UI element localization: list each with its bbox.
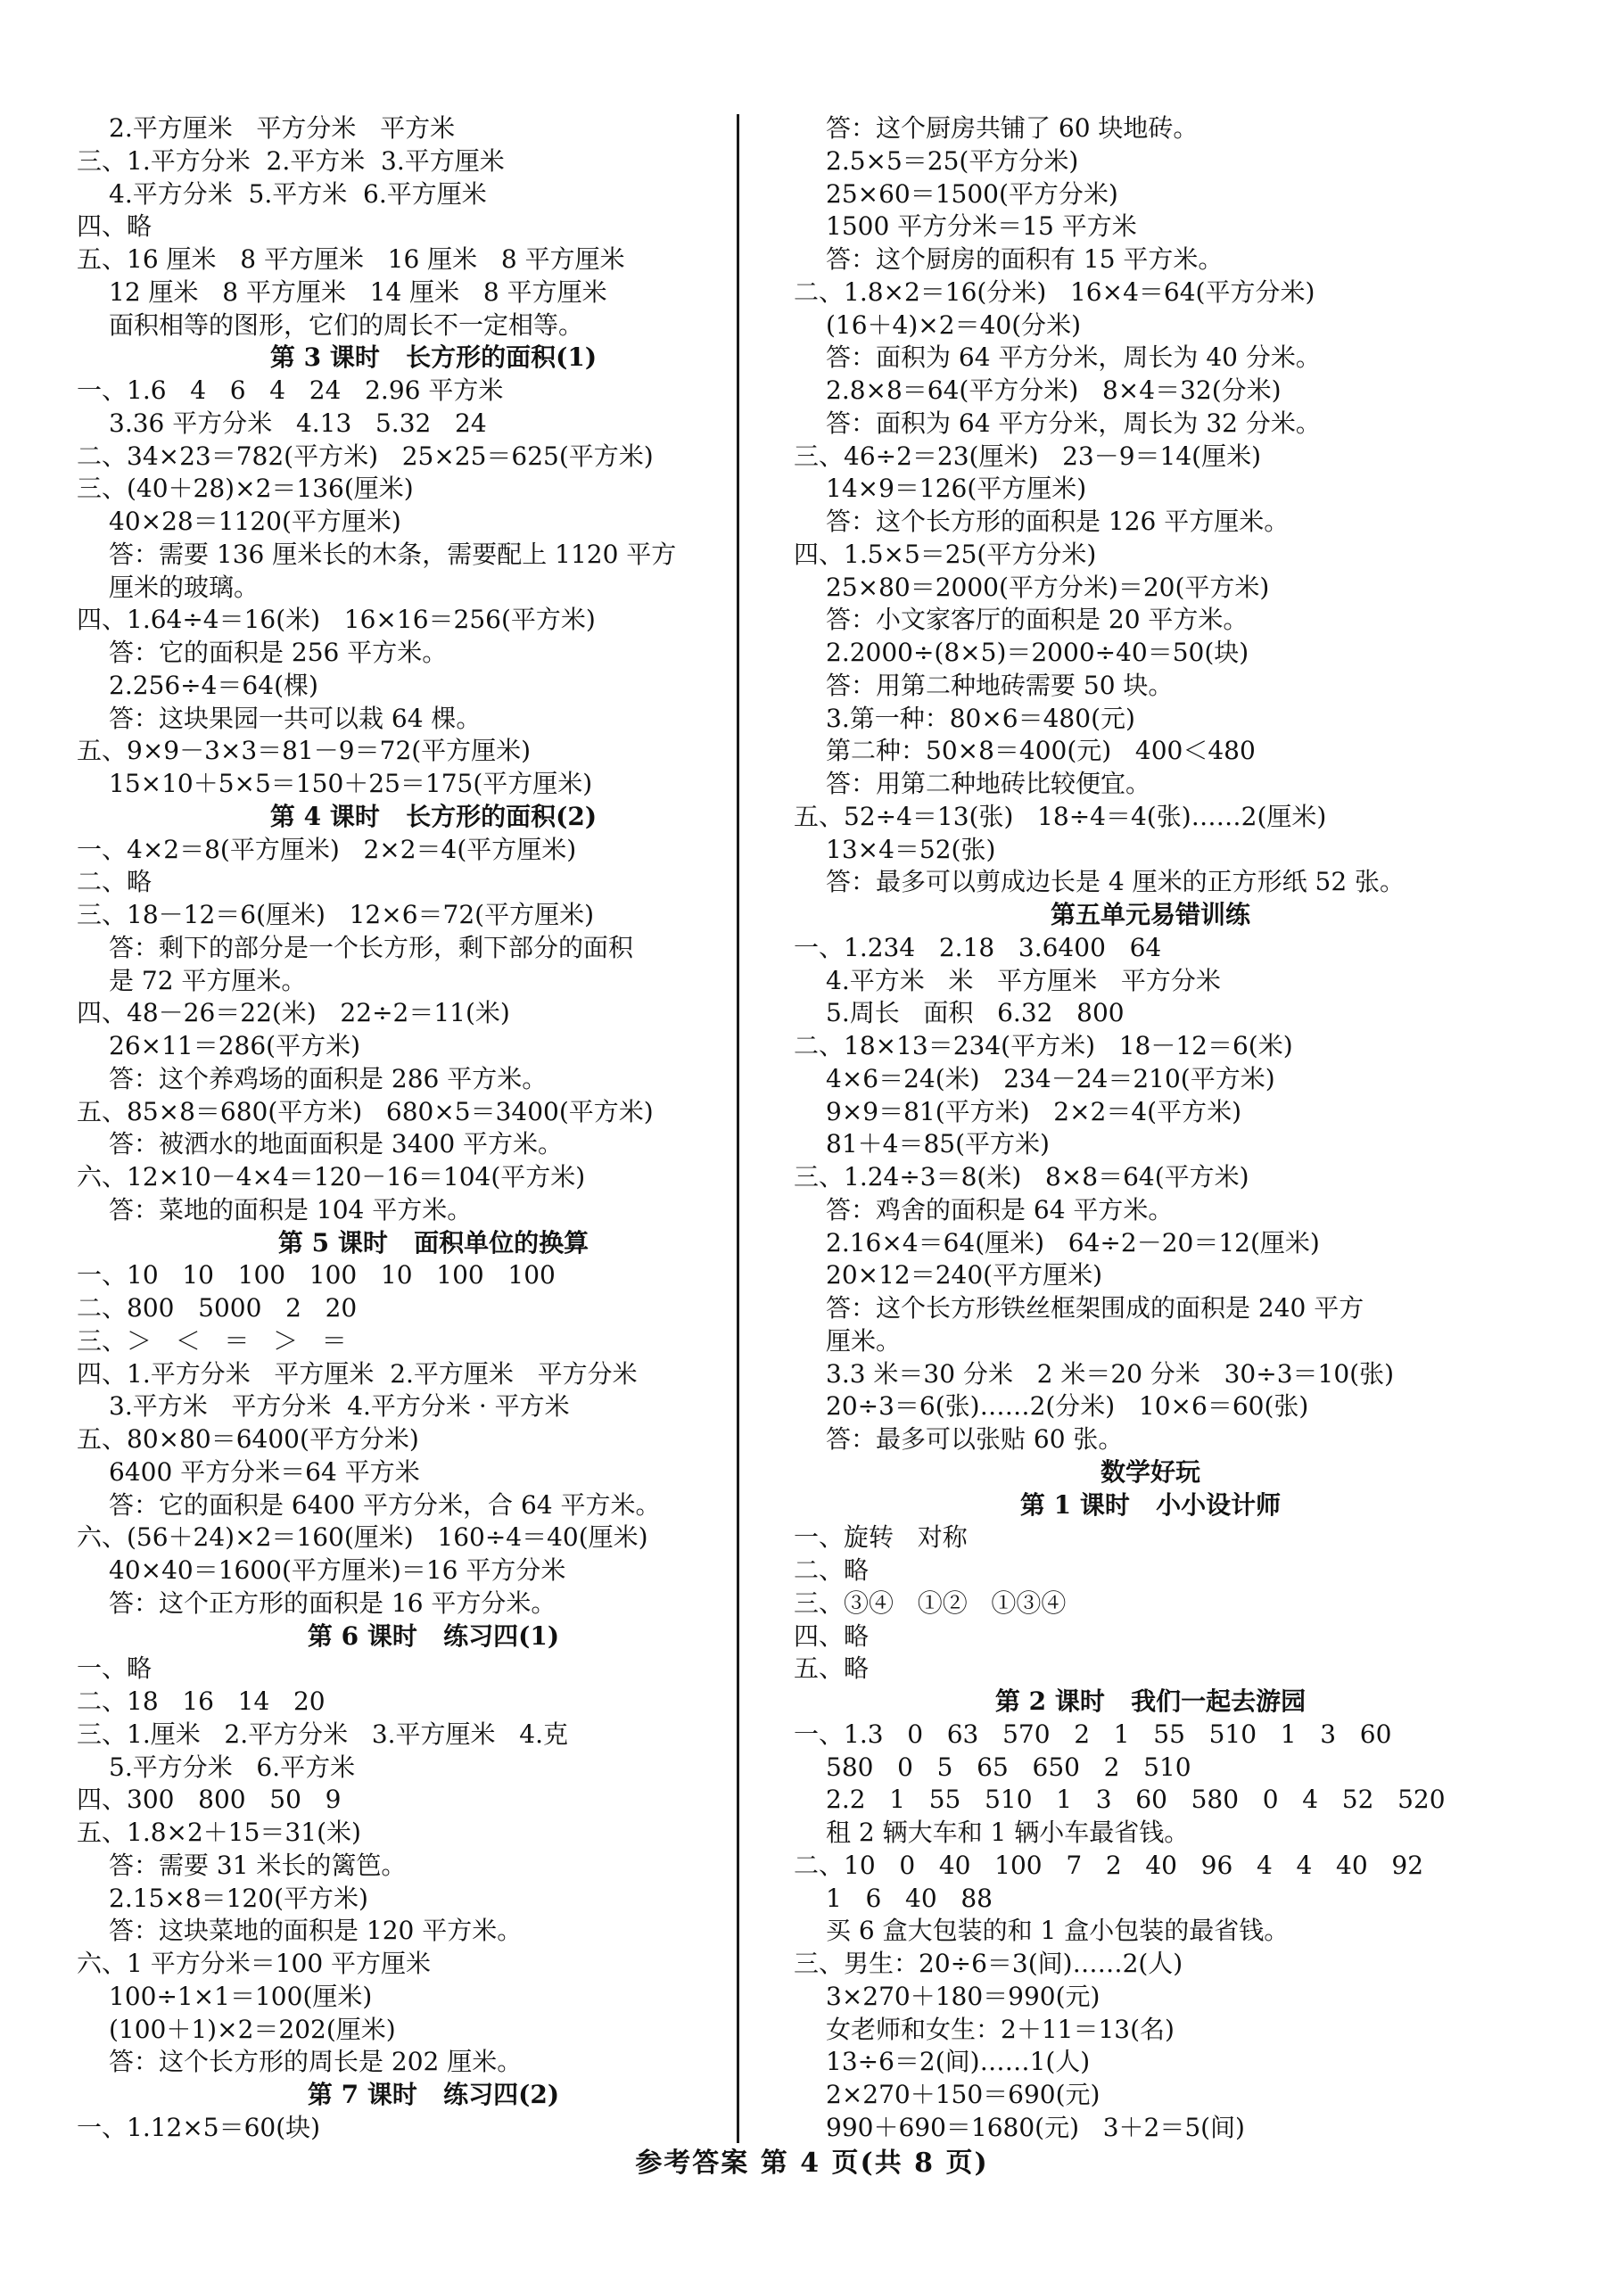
- answer-line: 一、4×2＝8(平方厘米) 2×2＝4(平方厘米): [77, 834, 577, 864]
- answer-line: 四、1.5×5＝25(平方分米): [794, 539, 1097, 569]
- answer-line: 三、1.24÷3＝8(米) 8×8＝64(平方米): [794, 1162, 1249, 1191]
- answer-line: 2.8×8＝64(平方分米) 8×4＝32(分米): [826, 375, 1282, 405]
- answer-line: 答：用第二种地砖比较便宜。: [826, 769, 1151, 798]
- section-heading: 第 6 课时 练习四(1): [307, 1620, 560, 1651]
- answer-line: 三、③④ ①② ①③④: [794, 1587, 1067, 1618]
- section-heading: 第 3 课时 长方形的面积(1): [269, 342, 598, 373]
- answer-line: 答：它的面积是 256 平方米。: [109, 638, 448, 667]
- answer-line: (100＋1)×2＝202(厘米): [109, 2014, 396, 2044]
- answer-line: 3.平方米 平方分米 4.平方分米 · 平方米: [109, 1391, 570, 1422]
- answer-line: 二、略: [77, 867, 153, 897]
- answer-line: 六、(56＋24)×2＝160(厘米) 160÷4＝40(厘米): [77, 1522, 648, 1553]
- answer-line: 990＋690＝1680(元) 3＋2＝5(间): [826, 2112, 1245, 2142]
- answer-line: 13×4＝52(张): [826, 834, 996, 864]
- answer-line: 租 2 辆大车和 1 辆小车最省钱。: [826, 1818, 1190, 1847]
- answer-line: 答：面积为 64 平方分米，周长为 32 分米。: [826, 408, 1321, 438]
- answer-line: 五、80×80＝6400(平方分米): [77, 1424, 419, 1454]
- answer-line: 三、18－12＝6(厘米) 12×6＝72(平方厘米): [77, 900, 595, 929]
- answer-line: 答：它的面积是 6400 平方分米，合 64 平方米。: [109, 1489, 661, 1520]
- answer-line: 答：这个养鸡场的面积是 286 平方米。: [109, 1063, 548, 1093]
- answer-line: 40×28＝1120(平方厘米): [109, 507, 401, 536]
- answer-line: 一、1.12×5＝60(块): [77, 2112, 321, 2142]
- answer-line: 答：这块菜地的面积是 120 平方米。: [109, 1916, 523, 1946]
- answer-line: 答：需要 31 米长的篱笆。: [109, 1850, 407, 1880]
- right-column: [794, 112, 1507, 2145]
- answer-line: 二、34×23＝782(平方米) 25×25＝625(平方米): [77, 441, 654, 471]
- page-footer: 参考答案 第 4 页(共 8 页): [635, 2148, 989, 2179]
- answer-line: 三、1.平方分米 2.平方米 3.平方厘米: [77, 145, 505, 176]
- answer-line: 4×6＝24(米) 234－24＝210(平方米): [826, 1063, 1275, 1093]
- answer-line: 四、300 800 50 9: [77, 1785, 342, 1815]
- answer-line: 一、1.6 4 6 4 24 2.96 平方米: [77, 375, 504, 405]
- section-heading: 第 5 课时 面积单位的换算: [277, 1227, 589, 1257]
- answer-line: 答：小文家客厅的面积是 20 平方米。: [826, 605, 1249, 635]
- answer-line: 二、18 16 14 20: [77, 1686, 326, 1716]
- answer-line: 一、略: [77, 1653, 153, 1684]
- answer-line: 一、10 10 100 100 10 100 100: [77, 1260, 556, 1290]
- section-heading: 第五单元易错训练: [1050, 900, 1250, 929]
- answer-line: 2.平方厘米 平方分米 平方米: [109, 113, 456, 143]
- answer-line: 买 6 盒大包装的和 1 盒小包装的最省钱。: [826, 1916, 1290, 1946]
- answer-line: 六、12×10－4×4＝120－16＝104(平方米): [77, 1162, 586, 1191]
- answer-line: 答：剩下的部分是一个长方形，剩下部分的面积: [109, 932, 634, 962]
- answer-line: 是 72 平方厘米。: [109, 965, 307, 995]
- answer-line: 3×270＋180＝990(元): [826, 1981, 1101, 2011]
- answer-line: 3.36 平方分米 4.13 5.32 24: [109, 408, 487, 438]
- answer-line: 2.2000÷(8×5)＝2000÷40＝50(块): [826, 638, 1249, 667]
- answer-line: 三、1.厘米 2.平方分米 3.平方厘米 4.克: [77, 1719, 568, 1749]
- answer-line: 5.平方分米 6.平方米: [109, 1752, 356, 1782]
- answer-line: 5.周长 面积 6.32 800: [826, 998, 1125, 1028]
- answer-line: 答：这个长方形铁丝框架围成的面积是 240 平方: [826, 1293, 1364, 1323]
- answer-line: 第二种：50×8＝400(元) 400＜480: [826, 736, 1256, 766]
- answer-line: 2.2 1 55 510 1 3 60 580 0 4 52 520: [826, 1785, 1446, 1815]
- answer-line: 面积相等的图形，它们的周长不一定相等。: [109, 309, 584, 340]
- answer-line: 2.5×5＝25(平方分米): [826, 145, 1079, 176]
- answer-line: 答：菜地的面积是 104 平方米。: [109, 1194, 473, 1224]
- answer-line: 3.3 米＝30 分米 2 米＝20 分米 30÷3＝10(张): [826, 1358, 1394, 1389]
- answer-line: 四、1.64÷4＝16(米) 16×16＝256(平方米): [77, 605, 596, 635]
- answer-line: 答：这块果园一共可以栽 64 棵。: [109, 703, 482, 733]
- answer-line: 3.第一种：80×6＝480(元): [826, 703, 1135, 733]
- section-heading: 第 7 课时 练习四(2): [307, 2080, 560, 2109]
- answer-line: 2×270＋150＝690(元): [826, 2080, 1101, 2109]
- answer-line: 五、16 厘米 8 平方厘米 16 厘米 8 平方厘米: [77, 244, 625, 274]
- answer-line: 25×80＝2000(平方分米)＝20(平方米): [826, 572, 1270, 602]
- answer-line: 一、1.3 0 63 570 2 1 55 510 1 3 60: [794, 1719, 1392, 1749]
- answer-line: 6400 平方分米＝64 平方米: [109, 1456, 420, 1487]
- answer-line: 答：需要 136 厘米长的木条，需要配上 1120 平方: [109, 539, 677, 569]
- left-column: [77, 112, 790, 2145]
- answer-line: 答：最多可以剪成边长是 4 厘米的正方形纸 52 张。: [826, 867, 1406, 897]
- answer-line: 20÷3＝6(张)……2(分米) 10×6＝60(张): [826, 1391, 1309, 1422]
- section-heading: 第 2 课时 我们一起去游园: [994, 1686, 1307, 1716]
- answer-line: 五、9×9－3×3＝81－9＝72(平方厘米): [77, 736, 532, 766]
- answer-line: 2.16×4＝64(厘米) 64÷2－20＝12(厘米): [826, 1227, 1320, 1257]
- answer-line: 20×12＝240(平方厘米): [826, 1260, 1103, 1290]
- answer-line: 答：最多可以张贴 60 张。: [826, 1424, 1124, 1454]
- answer-line: 1 6 40 88: [826, 1883, 993, 1913]
- answer-line: 四、略: [77, 211, 153, 242]
- answer-line: 26×11＝286(平方米): [109, 1031, 361, 1060]
- answer-line: 一、旋转 对称: [794, 1522, 968, 1553]
- answer-line: 四、略: [794, 1620, 870, 1651]
- answer-line: 一、1.234 2.18 3.6400 64: [794, 932, 1162, 962]
- answer-line: 15×10＋5×5＝150＋25＝175(平方厘米): [109, 769, 593, 798]
- answer-line: 答：这个厨房的面积有 15 平方米。: [826, 244, 1224, 274]
- answer-line: 12 厘米 8 平方厘米 14 厘米 8 平方厘米: [109, 276, 607, 307]
- answer-line: 答：这个正方形的面积是 16 平方分米。: [109, 1587, 556, 1618]
- answer-line: 1500 平方分米＝15 平方米: [826, 211, 1137, 242]
- answer-line: 2.15×8＝120(平方米): [109, 1883, 368, 1913]
- answer-line: 五、85×8＝680(平方米) 680×5＝3400(平方米): [77, 1096, 654, 1126]
- answer-line: 五、1.8×2＋15＝31(米): [77, 1818, 361, 1847]
- answer-line: 40×40＝1600(平方厘米)＝16 平方分米: [109, 1555, 566, 1585]
- answer-line: 三、(40＋28)×2＝136(厘米): [77, 474, 414, 504]
- answer-line: 答：这个厨房共铺了 60 块地砖。: [826, 113, 1199, 143]
- answer-line: 9×9＝81(平方米) 2×2＝4(平方米): [826, 1096, 1242, 1126]
- answer-line: (16＋4)×2＝40(分米): [826, 309, 1082, 340]
- answer-line: 580 0 5 65 650 2 510: [826, 1752, 1191, 1782]
- answer-line: 五、52÷4＝13(张) 18÷4＝4(张)……2(厘米): [794, 801, 1327, 831]
- answer-line: 答：面积为 64 平方分米，周长为 40 分米。: [826, 342, 1321, 373]
- answer-line: 答：鸡舍的面积是 64 平方米。: [826, 1194, 1174, 1224]
- answer-line: 4.平方米 米 平方厘米 平方分米: [826, 965, 1221, 995]
- answer-line: 100÷1×1＝100(厘米): [109, 1981, 373, 2011]
- answer-line: 二、略: [794, 1555, 870, 1585]
- answer-line: 四、48－26＝22(米) 22÷2＝11(米): [77, 998, 510, 1028]
- answer-line: 四、1.平方分米 平方厘米 2.平方厘米 平方分米: [77, 1358, 638, 1389]
- answer-line: 六、1 平方分米＝100 平方厘米: [77, 1949, 432, 1978]
- answer-line: 25×60＝1500(平方分米): [826, 178, 1118, 209]
- answer-line: 2.256÷4＝64(棵): [109, 670, 318, 700]
- section-heading: 数学好玩: [1100, 1456, 1200, 1487]
- answer-line: 三、46÷2＝23(厘米) 23－9＝14(厘米): [794, 441, 1262, 471]
- answer-line: 厘米的玻璃。: [109, 572, 260, 602]
- answer-line: 三、男生：20÷6＝3(间)……2(人): [794, 1949, 1183, 1978]
- section-heading: 第 4 课时 长方形的面积(2): [269, 801, 598, 831]
- answer-line: 三、＞ ＜ ＝ ＞ ＝: [77, 1325, 347, 1356]
- answer-line: 答：被洒水的地面面积是 3400 平方米。: [109, 1129, 564, 1159]
- answer-line: 二、1.8×2＝16(分米) 16×4＝64(平方分米): [794, 276, 1315, 307]
- answer-line: 14×9＝126(平方厘米): [826, 474, 1087, 504]
- answer-line: 厘米。: [826, 1325, 902, 1356]
- answer-line: 二、10 0 40 100 7 2 40 96 4 4 40 92: [794, 1850, 1424, 1880]
- answer-line: 4.平方分米 5.平方米 6.平方厘米: [109, 178, 487, 209]
- answer-line: 答：这个长方形的面积是 126 平方厘米。: [826, 507, 1290, 536]
- answer-line: 二、18×13＝234(平方米) 18－12＝6(米): [794, 1031, 1293, 1060]
- answer-line: 13÷6＝2(间)……1(人): [826, 2047, 1091, 2077]
- answer-line: 答：用第二种地砖需要 50 块。: [826, 670, 1174, 700]
- answer-line: 答：这个长方形的周长是 202 厘米。: [109, 2047, 523, 2077]
- answer-line: 二、800 5000 2 20: [77, 1293, 358, 1323]
- column-divider: [737, 114, 739, 2143]
- answer-line: 五、略: [794, 1653, 870, 1684]
- section-heading: 第 1 课时 小小设计师: [1019, 1489, 1282, 1520]
- answer-line: 81＋4＝85(平方米): [826, 1129, 1050, 1159]
- answer-line: 女老师和女生：2＋11＝13(名): [826, 2014, 1175, 2044]
